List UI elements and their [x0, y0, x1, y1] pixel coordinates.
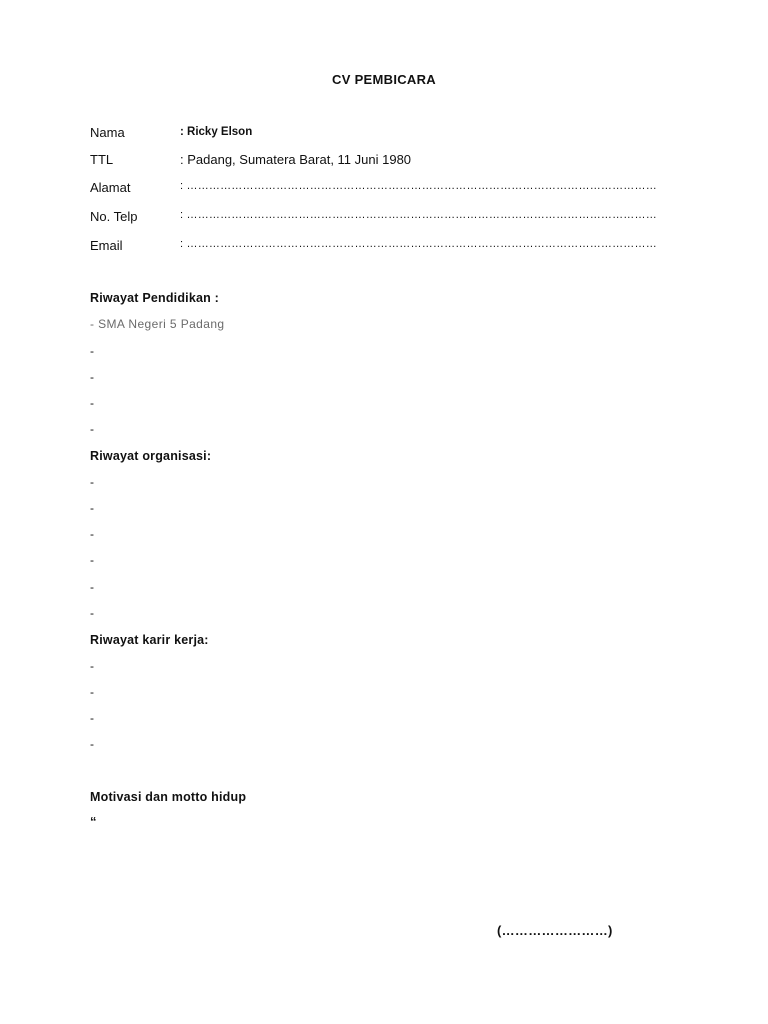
field-label-nama: Nama [90, 125, 125, 140]
field-alamat [90, 180, 670, 198]
field-no-telp [90, 209, 670, 227]
field-label-no-telp: No. Telp [90, 209, 138, 224]
list-item-organisasi: - [90, 580, 94, 594]
field-label-ttl: TTL [90, 152, 114, 167]
field-label-email: Email [90, 238, 123, 253]
document-title: CV PEMBICARA [332, 72, 436, 87]
field-value-nama: : Ricky Elson [180, 126, 253, 138]
field-email [90, 238, 670, 256]
list-item-karir: - [90, 737, 94, 751]
list-item-organisasi: - [90, 527, 94, 541]
heading-organisasi: Riwayat organisasi: [90, 449, 212, 463]
list-item-organisasi: - [90, 606, 94, 620]
list-item-pendidikan: - [90, 422, 94, 436]
heading-karir: Riwayat karir kerja: [90, 633, 209, 647]
list-item-organisasi: - [90, 501, 94, 515]
heading-motivasi: Motivasi dan motto hidup [90, 790, 247, 804]
signature-line: (……………………) [497, 923, 613, 938]
field-value-email: : ……………………………………………………………………………………………………………… [180, 238, 657, 250]
field-value-ttl: : Padang, Sumatera Barat, 11 Juni 1980 [180, 152, 412, 167]
list-item-karir: - [90, 659, 94, 673]
list-item-text: - SMA Negeri 5 Padang [90, 317, 225, 331]
list-item-pendidikan: - [90, 396, 94, 410]
list-item-organisasi: - [90, 553, 94, 567]
field-label-alamat: Alamat [90, 180, 131, 195]
list-item-pendidikan: - [90, 370, 94, 384]
list-item-organisasi: - [90, 475, 94, 489]
field-value-alamat: : ……………………………………………………………………………………………………………… [180, 180, 657, 192]
field-ttl [90, 152, 670, 170]
list-item-karir: - [90, 685, 94, 699]
field-nama [90, 125, 670, 143]
field-value-no-telp: : ……………………………………………………………………………………………………………… [180, 209, 657, 221]
list-item-karir: - [90, 711, 94, 725]
heading-pendidikan: Riwayat Pendidikan : [90, 291, 220, 305]
list-item-pendidikan [90, 317, 224, 331]
motto-quote-mark: “ [90, 814, 97, 829]
list-item-pendidikan: - [90, 344, 94, 358]
